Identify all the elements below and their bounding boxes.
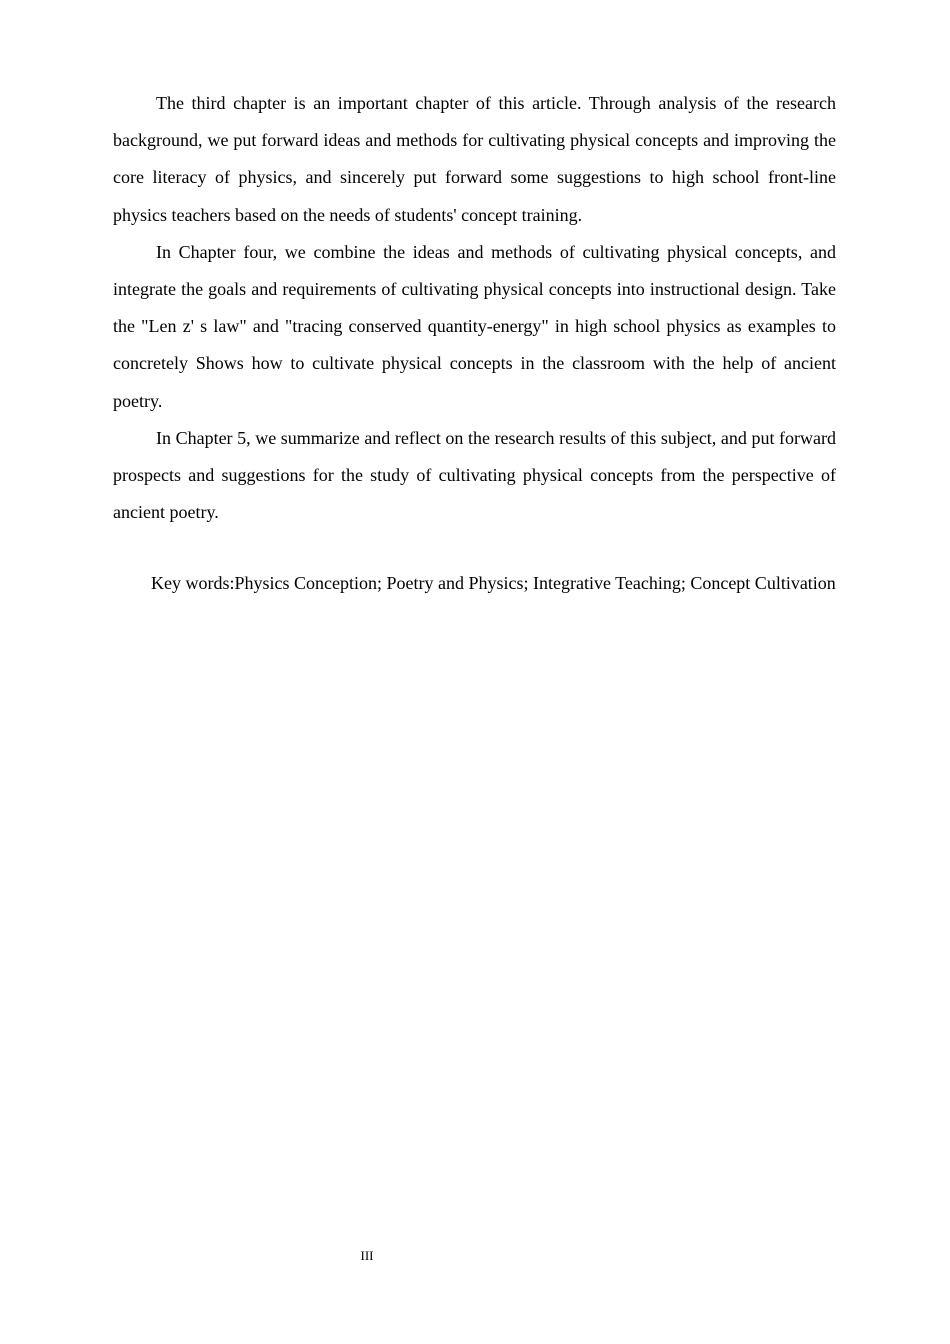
page-number: III	[360, 1248, 374, 1263]
paragraph-chapter-five: In Chapter 5, we summarize and reflect on the research results of this subject, and put forward prospects and suggestions for the study of cultivating physical concepts from the perspective of ancient poetry.	[113, 427, 836, 523]
paragraph-chapter-three: The third chapter is an important chapter of this article. Through analysis of the research background, we put forward ideas and methods for cultivating physical concepts and improving the core literacy of physics, and sincerely put forward some suggestions to high school front-line physics teachers based on the needs of students' concept training.	[113, 93, 836, 225]
paragraph-chapter-four: In Chapter four, we combine the ideas and methods of cultivating physical concepts, and integrate the goals and requirements of cultivating physical concepts into instructional design. Take the "Len z' s law" and "tracing conserved quantity-energy" in high school physics as examples to concretely Shows how to cultivate physical concepts in the classroom with the help of ancient poetry.	[113, 241, 836, 411]
keywords-line: Key words:Physics Conception; Poetry and Physics; Integrative Teaching; Concept Cultivation	[151, 573, 836, 593]
abstract-body	[113, 85, 836, 531]
